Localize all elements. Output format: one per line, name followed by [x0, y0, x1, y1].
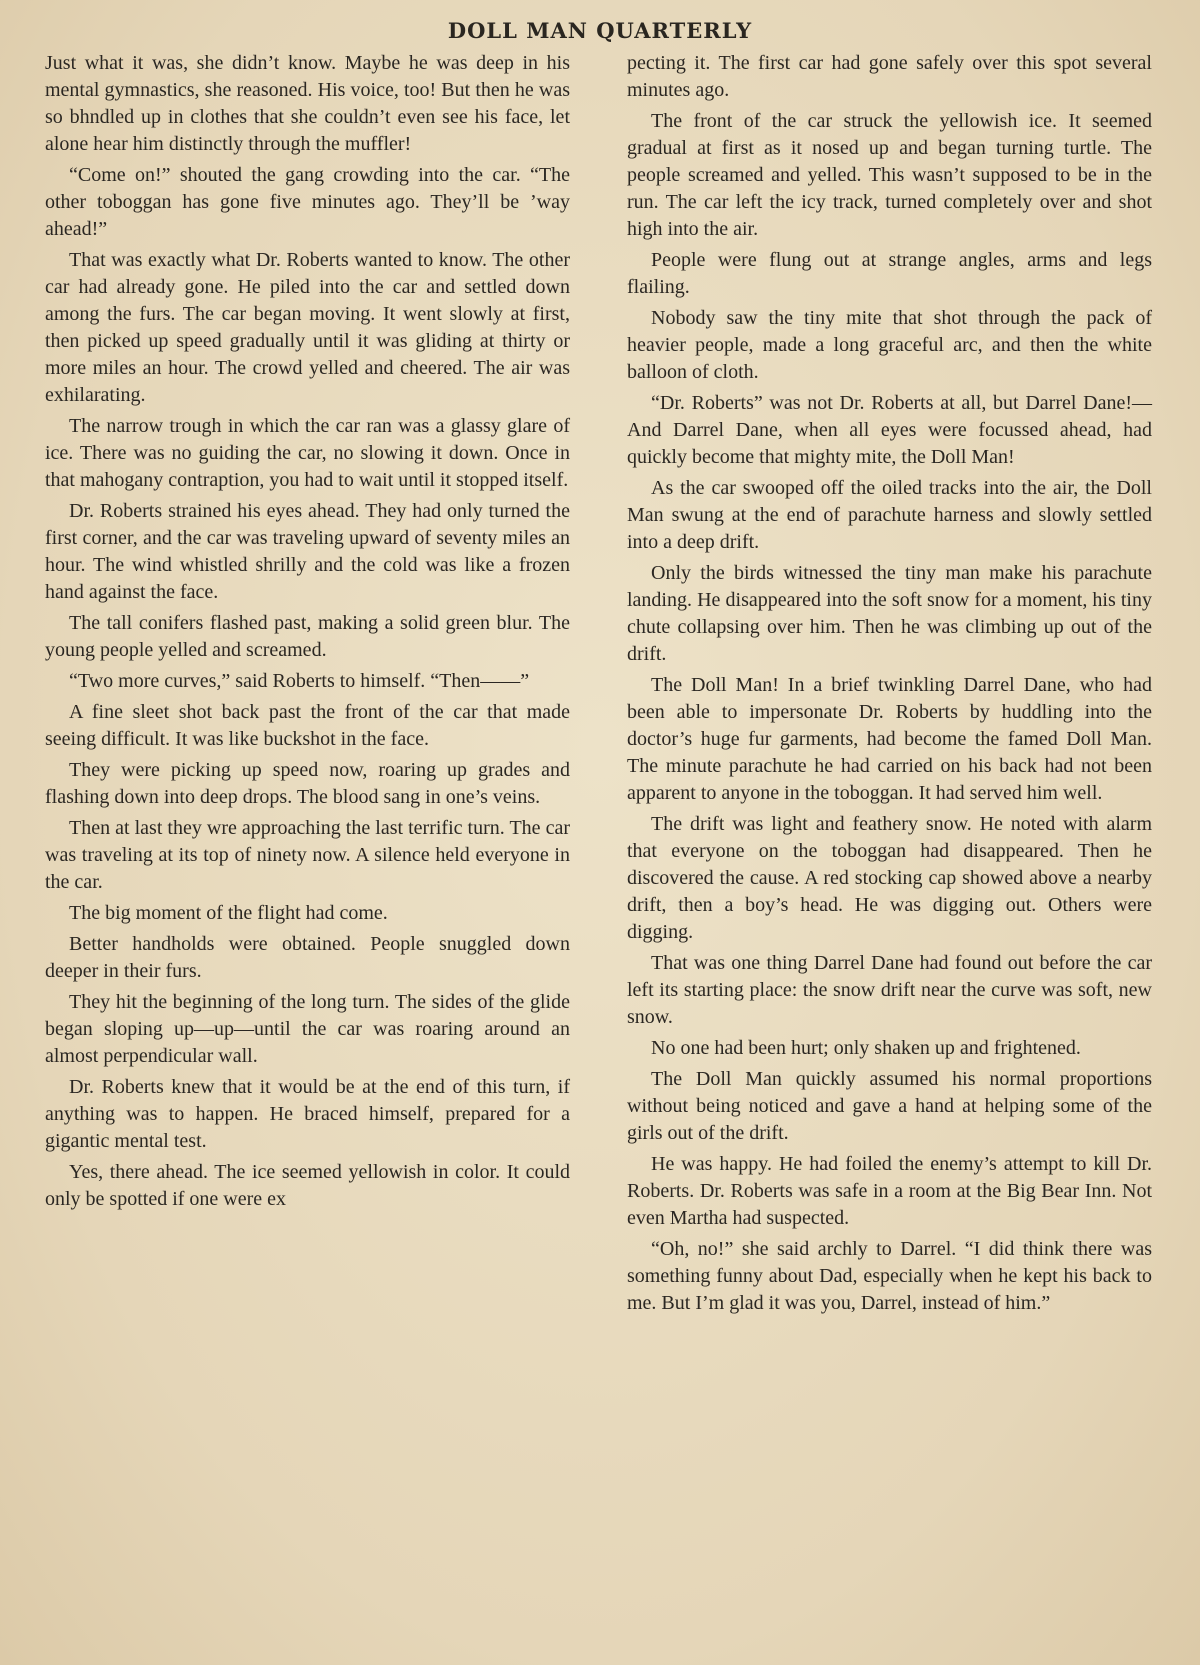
paragraph: “Oh, no!” she said archly to Darrel. “I did think there was something funny about Dad, especially when he kept his back to me. But I’m glad it was you, Darrel, instead of him.”	[627, 1238, 1152, 1314]
paragraph: He was happy. He had foiled the enemy’s attempt to kill Dr. Roberts. Dr. Roberts was safe in a room at the Big Bear Inn. Not even Martha had suspected.	[627, 1153, 1152, 1229]
paragraph: That was one thing Darrel Dane had found out before the car left its starting place: the snow drift near the curve was soft, new snow.	[627, 952, 1152, 1028]
paragraph: Just what it was, she didn’t know. Maybe he was deep in his mental gymnastics, she reasoned. His voice, too! But then he was so bhndled up in clothes that she couldn’t even see his face, let alone hear him distinctly through the muffler!	[45, 52, 570, 155]
paragraph: Dr. Roberts knew that it would be at the end of this turn, if anything was to happen. He braced himself, prepared for a gigantic mental test.	[45, 1076, 570, 1152]
paragraph: “Dr. Roberts” was not Dr. Roberts at all, but Darrel Dane!—And Darrel Dane, when all eyes were focussed ahead, had quickly become that mighty mite, the Doll Man!	[627, 392, 1152, 468]
page-header: DOLL MAN QUARTERLY	[447, 18, 753, 43]
paragraph: Better handholds were obtained. People snuggled down deeper in their furs.	[45, 933, 570, 982]
paragraph: People were flung out at strange angles, arms and legs flailing.	[627, 249, 1152, 298]
paragraph: Yes, there ahead. The ice seemed yellowish in color. It could only be spotted if one were ex	[45, 1161, 570, 1210]
paragraph: The drift was light and feathery snow. He noted with alarm that everyone on the toboggan had disappeared. Then he discovered the cause. A red stocking cap showed above a nearby drift, then a boy’s head. He was digging out. Others were digging.	[627, 813, 1152, 943]
paragraph: Only the birds witnessed the tiny man make his parachute landing. He disappeared into the soft snow for a moment, his tiny chute collapsing over him. Then he was climbing up out of the drift.	[627, 562, 1152, 665]
paragraph: The front of the car struck the yellowish ice. It seemed gradual at first as it nosed up and began turning turtle. The people screamed and yelled. This wasn’t supposed to be in the run. The car left the icy track, turned completely over and shot high into the air.	[627, 110, 1152, 240]
paragraph: That was exactly what Dr. Roberts wanted to know. The other car had already gone. He piled into the car and settled down among the furs. The car began moving. It went slowly at first, then picked up speed gradually until it was gliding at thirty or more miles an hour. The crowd yelled and cheered. The air was exhilarating.	[45, 249, 570, 406]
right-column	[627, 50, 1152, 1321]
paragraph: The Doll Man! In a brief twinkling Darrel Dane, who had been able to impersonate Dr. Roberts by huddling into the doctor’s huge fur garments, had become the famed Doll Man. The minute parachute he had carried on his back had not been apparent to anyone in the toboggan. It had served him well.	[627, 674, 1152, 804]
paragraph: pecting it. The first car had gone safely over this spot several minutes ago.	[627, 52, 1152, 101]
paragraph: No one had been hurt; only shaken up and frightened.	[651, 1037, 1081, 1059]
paragraph: The tall conifers flashed past, making a solid green blur. The young people yelled and screamed.	[45, 612, 570, 661]
paragraph: Dr. Roberts strained his eyes ahead. They had only turned the first corner, and the car was traveling upward of seventy miles an hour. The wind whistled shrilly and the cold was like a frozen hand against the face.	[45, 500, 570, 603]
paragraph: The big moment of the flight had come.	[69, 902, 388, 924]
paragraph: Nobody saw the tiny mite that shot through the pack of heavier people, made a long graceful arc, and then the white balloon of cloth.	[627, 307, 1152, 383]
paragraph: They were picking up speed now, roaring up grades and flashing down into deep drops. The blood sang in one’s veins.	[45, 759, 570, 808]
paragraph: Then at last they wre approaching the last terrific turn. The car was traveling at its top of ninety now. A silence held everyone in the car.	[45, 817, 570, 893]
paragraph: They hit the beginning of the long turn. The sides of the glide began sloping up—up—until the car was roaring around an almost perpendicular wall.	[45, 991, 570, 1067]
paragraph: As the car swooped off the oiled tracks into the air, the Doll Man swung at the end of parachute harness and slowly settled into a deep drift.	[627, 477, 1152, 553]
paragraph: The Doll Man quickly assumed his normal proportions without being noticed and gave a hand at helping some of the girls out of the drift.	[627, 1068, 1152, 1144]
paragraph: “Two more curves,” said Roberts to himself. “Then——”	[69, 670, 530, 692]
paragraph: “Come on!” shouted the gang crowding into the car. “The other toboggan has gone five minutes ago. They’ll be ’way ahead!”	[45, 164, 570, 240]
left-column	[45, 50, 570, 1217]
paragraph: A fine sleet shot back past the front of the car that made seeing difficult. It was like buckshot in the face.	[45, 701, 570, 750]
paragraph: The narrow trough in which the car ran was a glassy glare of ice. There was no guiding the car, no slowing it down. Once in that mahogany contraption, you had to wait until it stopped itself.	[45, 415, 570, 491]
